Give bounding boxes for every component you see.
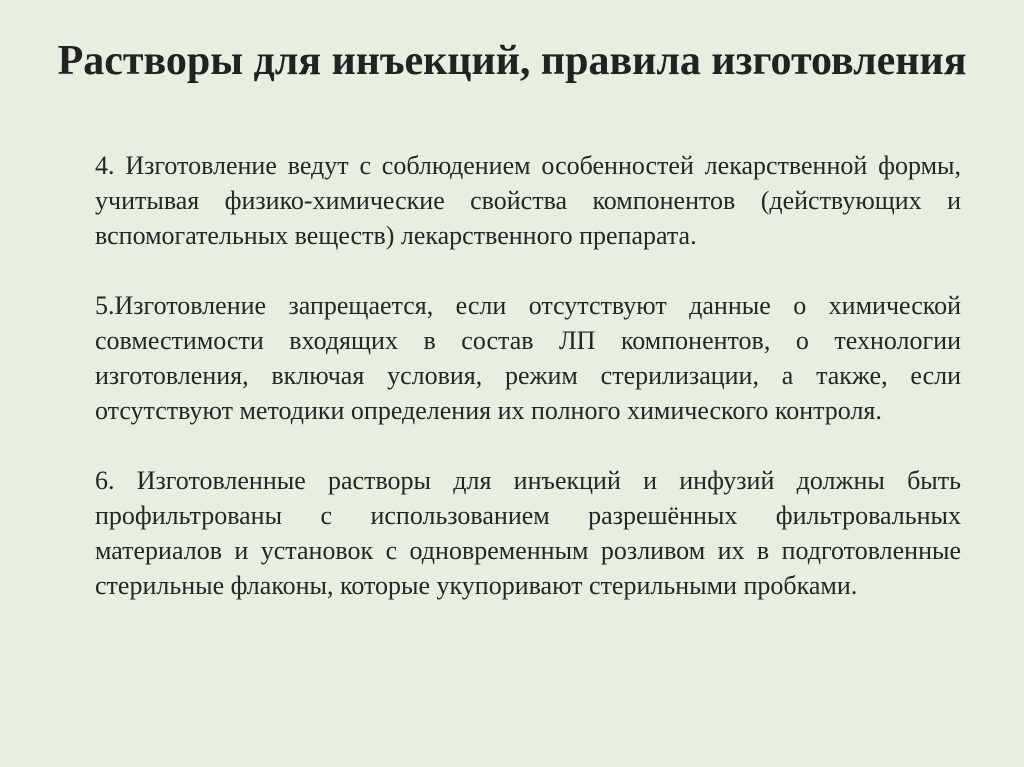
- slide-title: Растворы для инъекций, правила изготовления: [57, 38, 967, 84]
- paragraph-6: 6. Изготовленные растворы для инъекций и инфузий должны быть профильтрованы с использованием разрешённых фильтровальных материалов и установок с одновременным розливом их в подготовленные стерильные флаконы, которые укупоривают стерильными пробками.: [95, 466, 961, 600]
- paragraph-5: 5.Изготовление запрещается, если отсутствуют данные о химической совместимости входящих в состав ЛП компонентов, о технологии изготовления, включая условия, режим стерилизации, а также, если отсутствуют методики определения их полного химического контроля.: [95, 291, 961, 425]
- paragraph-4: 4. Изготовление ведут с соблюдением особенностей лекарственной формы, учитывая физико-химические свойства компонентов (действующих и вспомогательных веществ) лекарственного препарата.: [95, 151, 961, 250]
- slide-body: [95, 148, 961, 603]
